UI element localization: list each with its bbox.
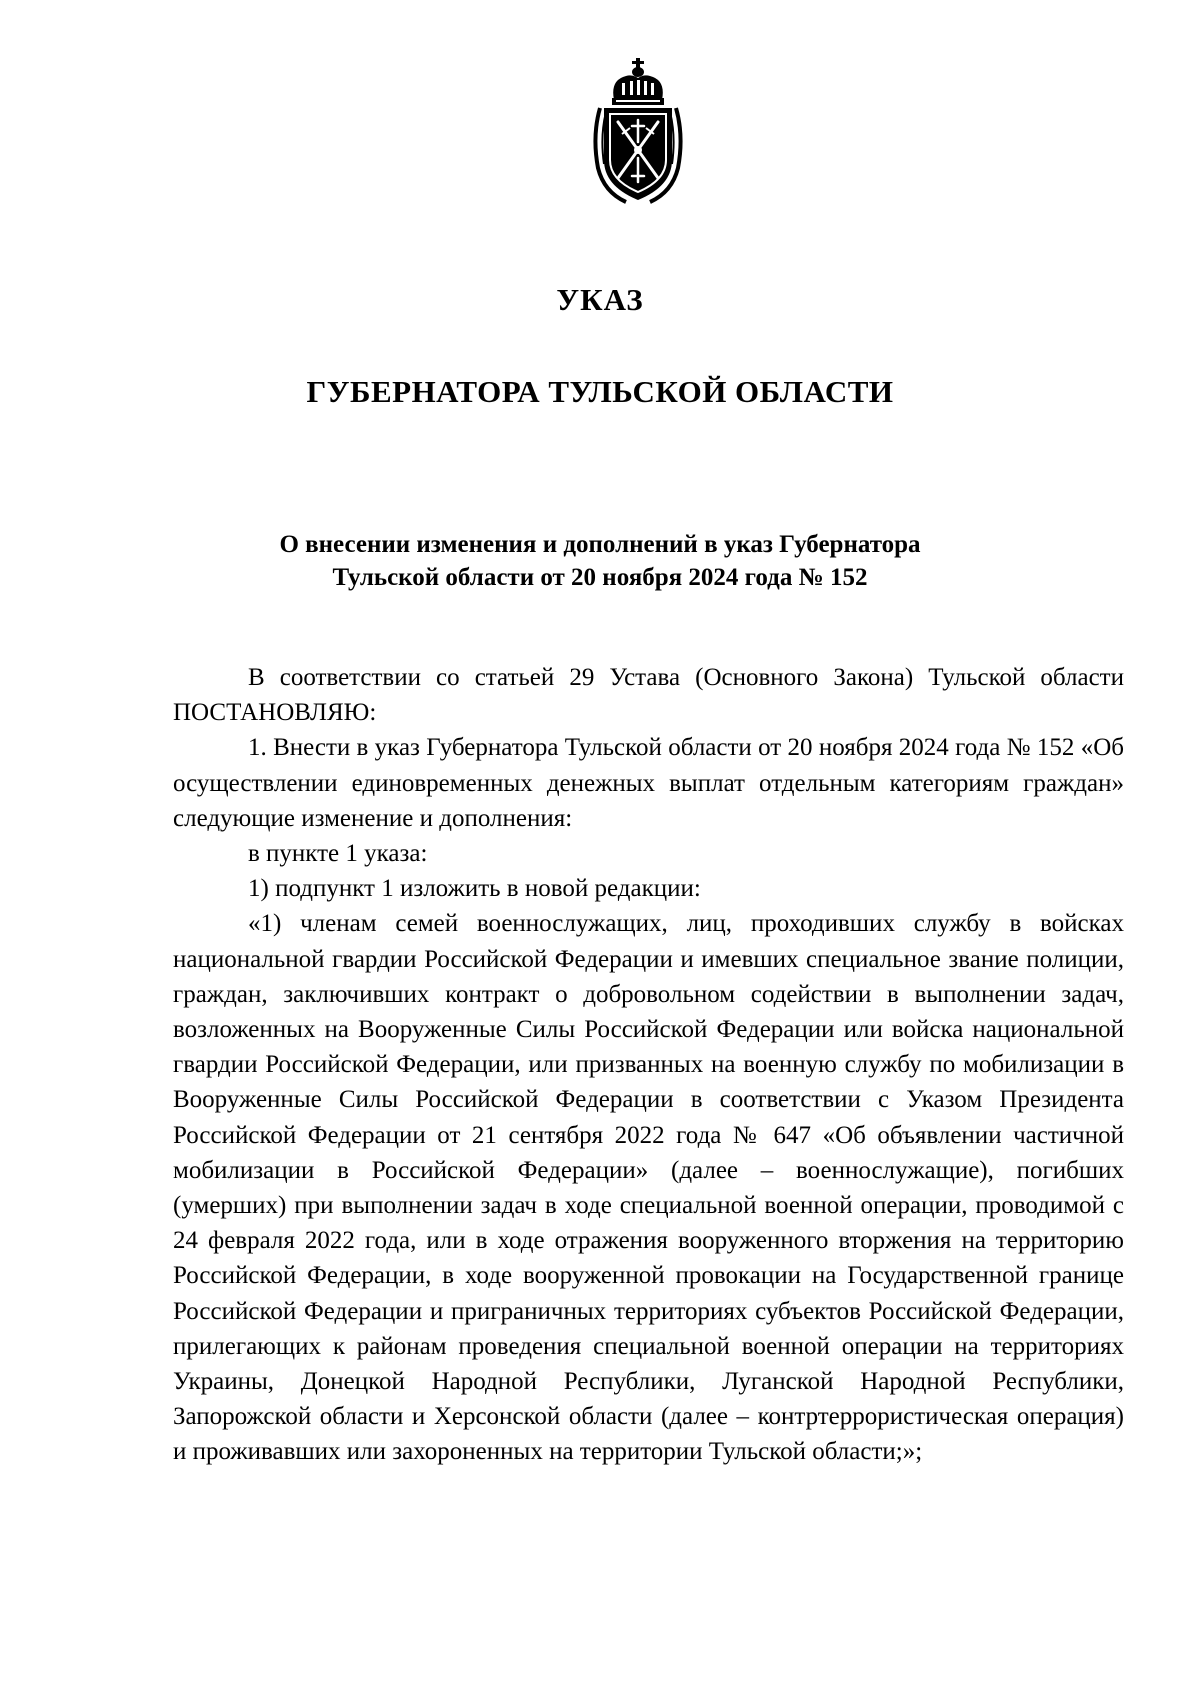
document-subject — [0, 528, 1200, 594]
subject-line-1: О внесении изменения и дополнений в указ Губернатора — [279, 531, 921, 558]
clause-1-paragraph: 1. Внести в указ Губернатора Тульской области от 20 ноября 2024 года № 152 «Об осуществлении единовременных денежных выплат отдельным категориям граждан» следующие изменение и дополнения: — [173, 734, 1124, 832]
tula-oblast-coat-of-arms-icon — [586, 56, 690, 210]
preamble-paragraph: В соответствии со статьей 29 Устава (Основного Закона) Тульской области ПОСТАНОВЛЯЮ: — [173, 664, 1124, 727]
subject-line-2: Тульской области от 20 ноября 2024 года № 152 — [332, 564, 868, 591]
issuing-authority: ГУБЕРНАТОРА ТУЛЬСКОЙ ОБЛАСТИ — [306, 374, 894, 409]
subpoint-1-new-wording: «1) членам семей военнослужащих, лиц, проходивших службу в войсках национальной гвардии Российской Федерации и имевших специальное звание полиции, граждан, заключивших контракт о добровольном содействии в выполнении задач, возложенных на Вооруженные Силы Российской Федерации или войска национальной гвардии Российской Федерации, или призванных на военную службу по мобилизации в Вооруженные Силы Российской Федерации в соответствии с Указом Президента Российской Федерации от 21 сентября 2022 года № 647 «Об объявлении частичной мобилизации в Российской Федерации» (далее – военнослужащие), погибших (умерших) при выполнении задач в ходе специальной военной операции, проводимой с 24 февраля 2022 года, или в ходе отражения вооруженного вторжения на территорию Российской Федерации, в ходе вооруженной провокации на Государственной границе Российской Федерации и приграничных территориях субъектов Российской Федерации, прилегающих к районам проведения специальной военной операции на территориях Украины, Донецкой Народной Республики, Луганской Народной Республики, Запорожской области и Херсонской области (далее – контртеррористическая операция) и проживавших или захороненных на территории Тульской области;»; — [173, 910, 1124, 1466]
document-body — [173, 660, 1124, 1470]
document-type-title: УКАЗ — [556, 282, 644, 317]
point-1-intro: в пункте 1 указа: — [248, 840, 428, 868]
subpoint-1-instruction: 1) подпункт 1 изложить в новой редакции: — [248, 875, 701, 903]
